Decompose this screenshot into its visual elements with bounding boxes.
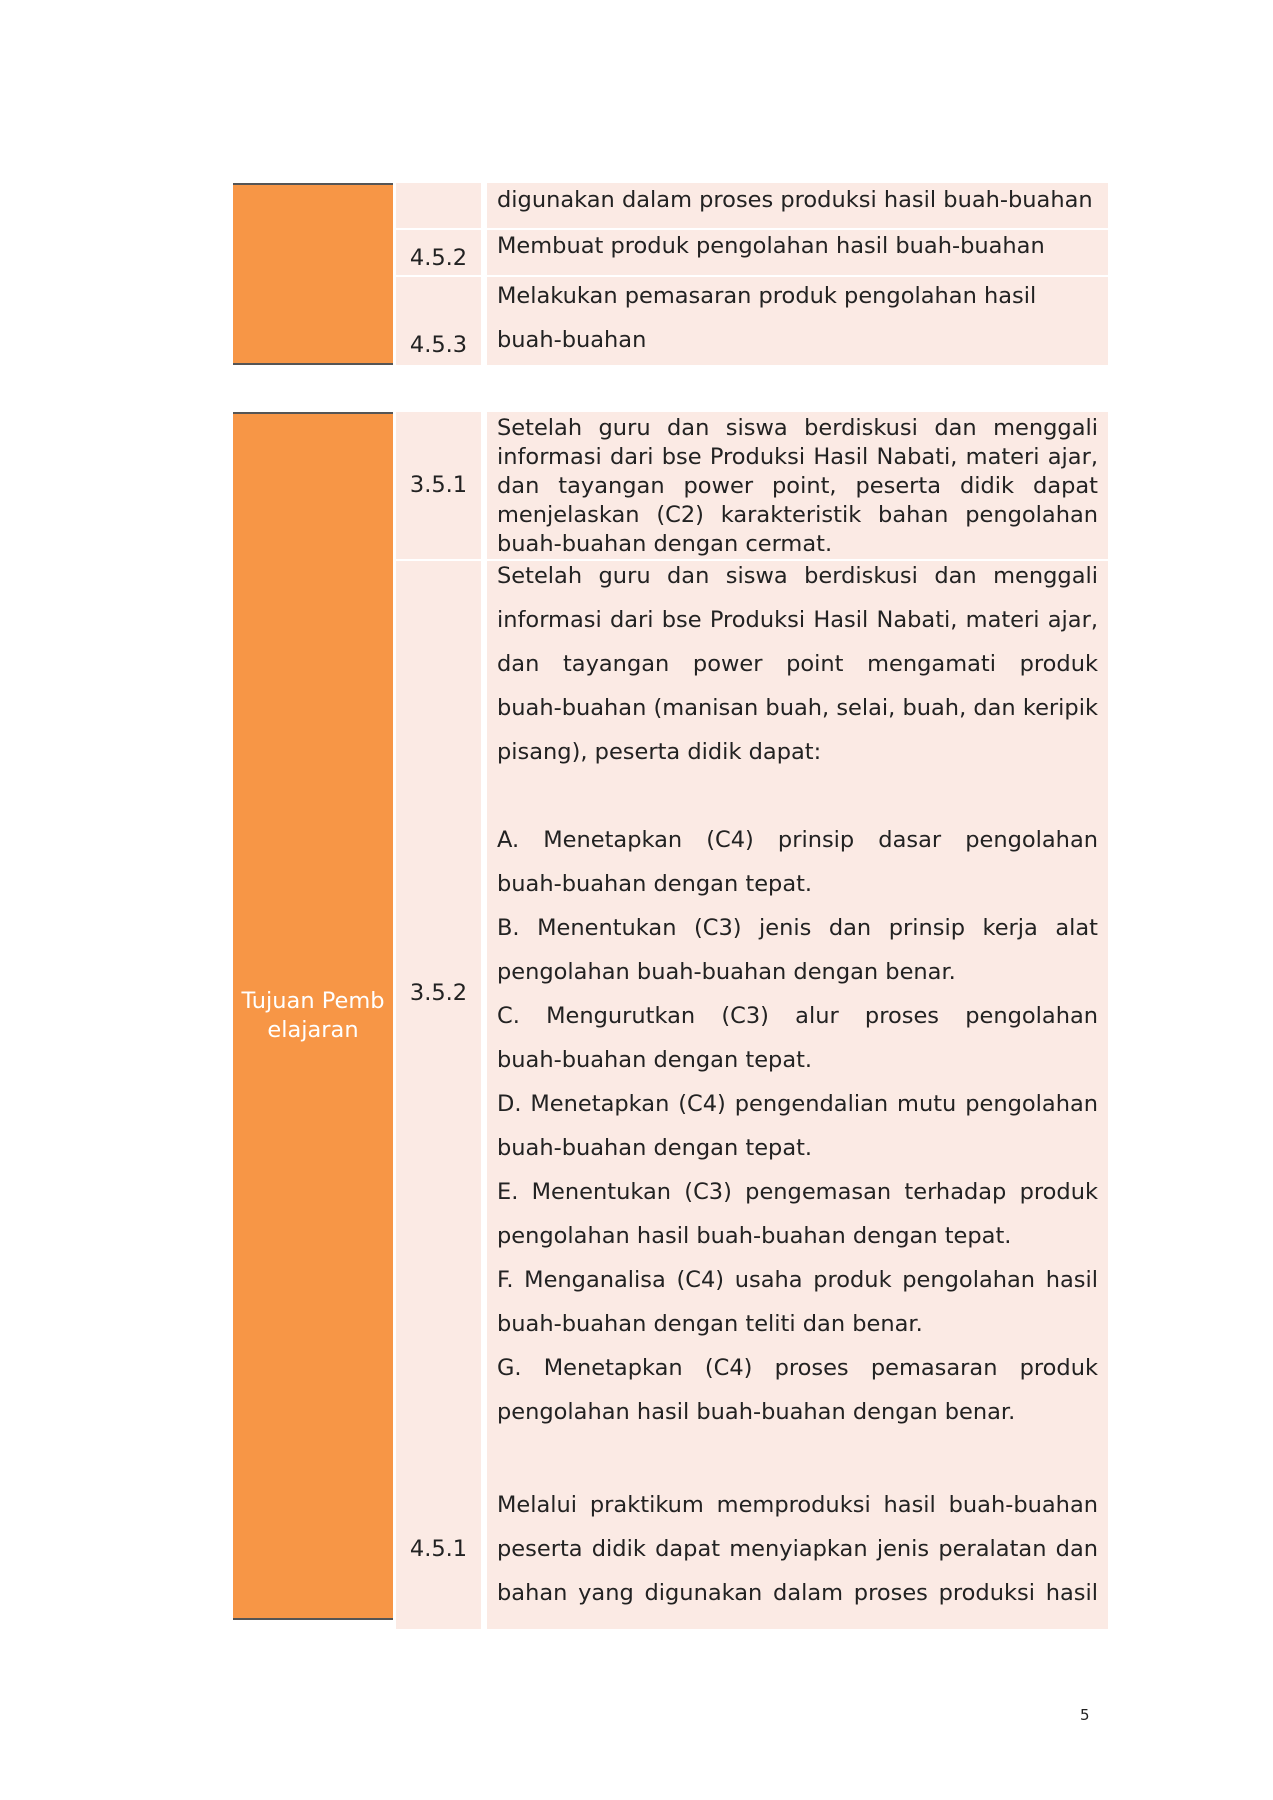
text-line: Setelah guru dan siswa berdiskusi dan menggali <box>497 563 1098 589</box>
text-line: buah-buahan dengan tepat. <box>497 1135 813 1161</box>
text-line: buah-buahan <box>497 327 647 353</box>
code-label: 3.5.2 <box>409 980 468 1006</box>
row-351-code-cell <box>396 412 481 559</box>
text-line: Melakukan pemasaran produk pengolahan hasil <box>497 283 1037 309</box>
text-line: pengolahan buah-buahan dengan benar. <box>497 959 956 985</box>
table1-row3-text-cell <box>487 277 1108 365</box>
text-line: D. Menetapkan (C4) pengendalian mutu pengolahan <box>497 1091 1098 1117</box>
row-text: digunakan dalam proses produksi hasil buah-buahan <box>497 187 1093 213</box>
objective-item <box>497 1170 1098 1258</box>
objectives-table-continued <box>233 183 1108 365</box>
text-line: dan tayangan power point, peserta didik dapat <box>497 473 1098 499</box>
learning-objectives-table <box>233 412 1108 1620</box>
text-line: peserta didik dapat menyiapkan jenis peralatan dan <box>497 1536 1098 1562</box>
text-line: pisang), peserta didik dapat: <box>497 739 822 765</box>
text-line: F. Menganalisa (C4) usaha produk pengolahan hasil <box>497 1267 1098 1293</box>
text-line: informasi dari bse Produksi Hasil Nabati, materi ajar, <box>497 444 1098 470</box>
tujuan-pembelajaran-cell <box>233 412 393 1620</box>
row-451-text-cell <box>487 1486 1108 1620</box>
row-351-text <box>497 414 1098 559</box>
text-line: buah-buahan dengan tepat. <box>497 871 813 897</box>
objective-item <box>497 906 1098 994</box>
objective-item <box>497 818 1098 906</box>
text-line: G. Menetapkan (C4) proses pemasaran produk <box>497 1355 1098 1381</box>
table1-row2-code-cell <box>396 230 481 275</box>
table1-row1-text-cell <box>487 183 1108 228</box>
row-451-code-cell <box>396 1486 481 1620</box>
row-text: Membuat produk pengolahan hasil buah-buahan <box>497 233 1045 259</box>
table1-row2-text-cell <box>487 230 1108 275</box>
text-line: C. Mengurutkan (C3) alur proses pengolahan <box>497 1003 1098 1029</box>
text-line: bahan yang digunakan dalam proses produksi hasil <box>497 1580 1098 1606</box>
row-352-text-cell <box>487 561 1108 1584</box>
row-351-text-cell <box>487 412 1108 559</box>
objective-item <box>497 1258 1098 1346</box>
text-line: E. Menentukan (C3) pengemasan terhadap produk <box>497 1179 1098 1205</box>
text-line: B. Menentukan (C3) jenis dan prinsip kerja alat <box>497 915 1098 941</box>
code-label: 4.5.1 <box>409 1536 468 1562</box>
row-352-code-cell <box>396 561 481 1584</box>
text-line: A. Menetapkan (C4) prinsip dasar pengolahan <box>497 827 1098 853</box>
objective-list <box>497 818 1098 1434</box>
text-line: informasi dari bse Produksi Hasil Nabati, materi ajar, <box>497 607 1098 633</box>
tujuan-pembelajaran-label: Tujuan Pembelajaran <box>241 988 385 1043</box>
text-line: buah-buahan dengan tepat. <box>497 1047 813 1073</box>
code-label: 3.5.1 <box>409 472 468 498</box>
table1-row1-code-cell <box>396 183 481 228</box>
code-label: 4.5.2 <box>409 245 468 271</box>
blank-line <box>497 774 1098 818</box>
code-label: 4.5.3 <box>409 332 468 358</box>
text-line: pengolahan hasil buah-buahan dengan tepat. <box>497 1223 1012 1249</box>
objective-item <box>497 1346 1098 1434</box>
row-352-intro <box>497 554 1098 774</box>
row-text <box>497 274 1036 362</box>
text-line: buah-buahan dengan cermat. <box>497 531 833 557</box>
text-line: buah-buahan dengan teliti dan benar. <box>497 1311 923 1337</box>
text-line: Melalui praktikum memproduksi hasil buah-buahan <box>497 1492 1098 1518</box>
text-line: Setelah guru dan siswa berdiskusi dan menggali <box>497 415 1098 441</box>
text-line: dan tayangan power point mengamati produk <box>497 651 1098 677</box>
table1-row3-code-cell <box>396 277 481 365</box>
table1-label-cell <box>233 183 393 365</box>
text-line: pengolahan hasil buah-buahan dengan benar. <box>497 1399 1016 1425</box>
page-number: 5 <box>1080 1706 1090 1724</box>
text-line: buah-buahan (manisan buah, selai, buah, dan keripik <box>497 695 1098 721</box>
objective-item <box>497 1082 1098 1170</box>
text-line: menjelaskan (C2) karakteristik bahan pengolahan <box>497 502 1098 528</box>
row-451-text <box>497 1483 1098 1615</box>
objective-item <box>497 994 1098 1082</box>
